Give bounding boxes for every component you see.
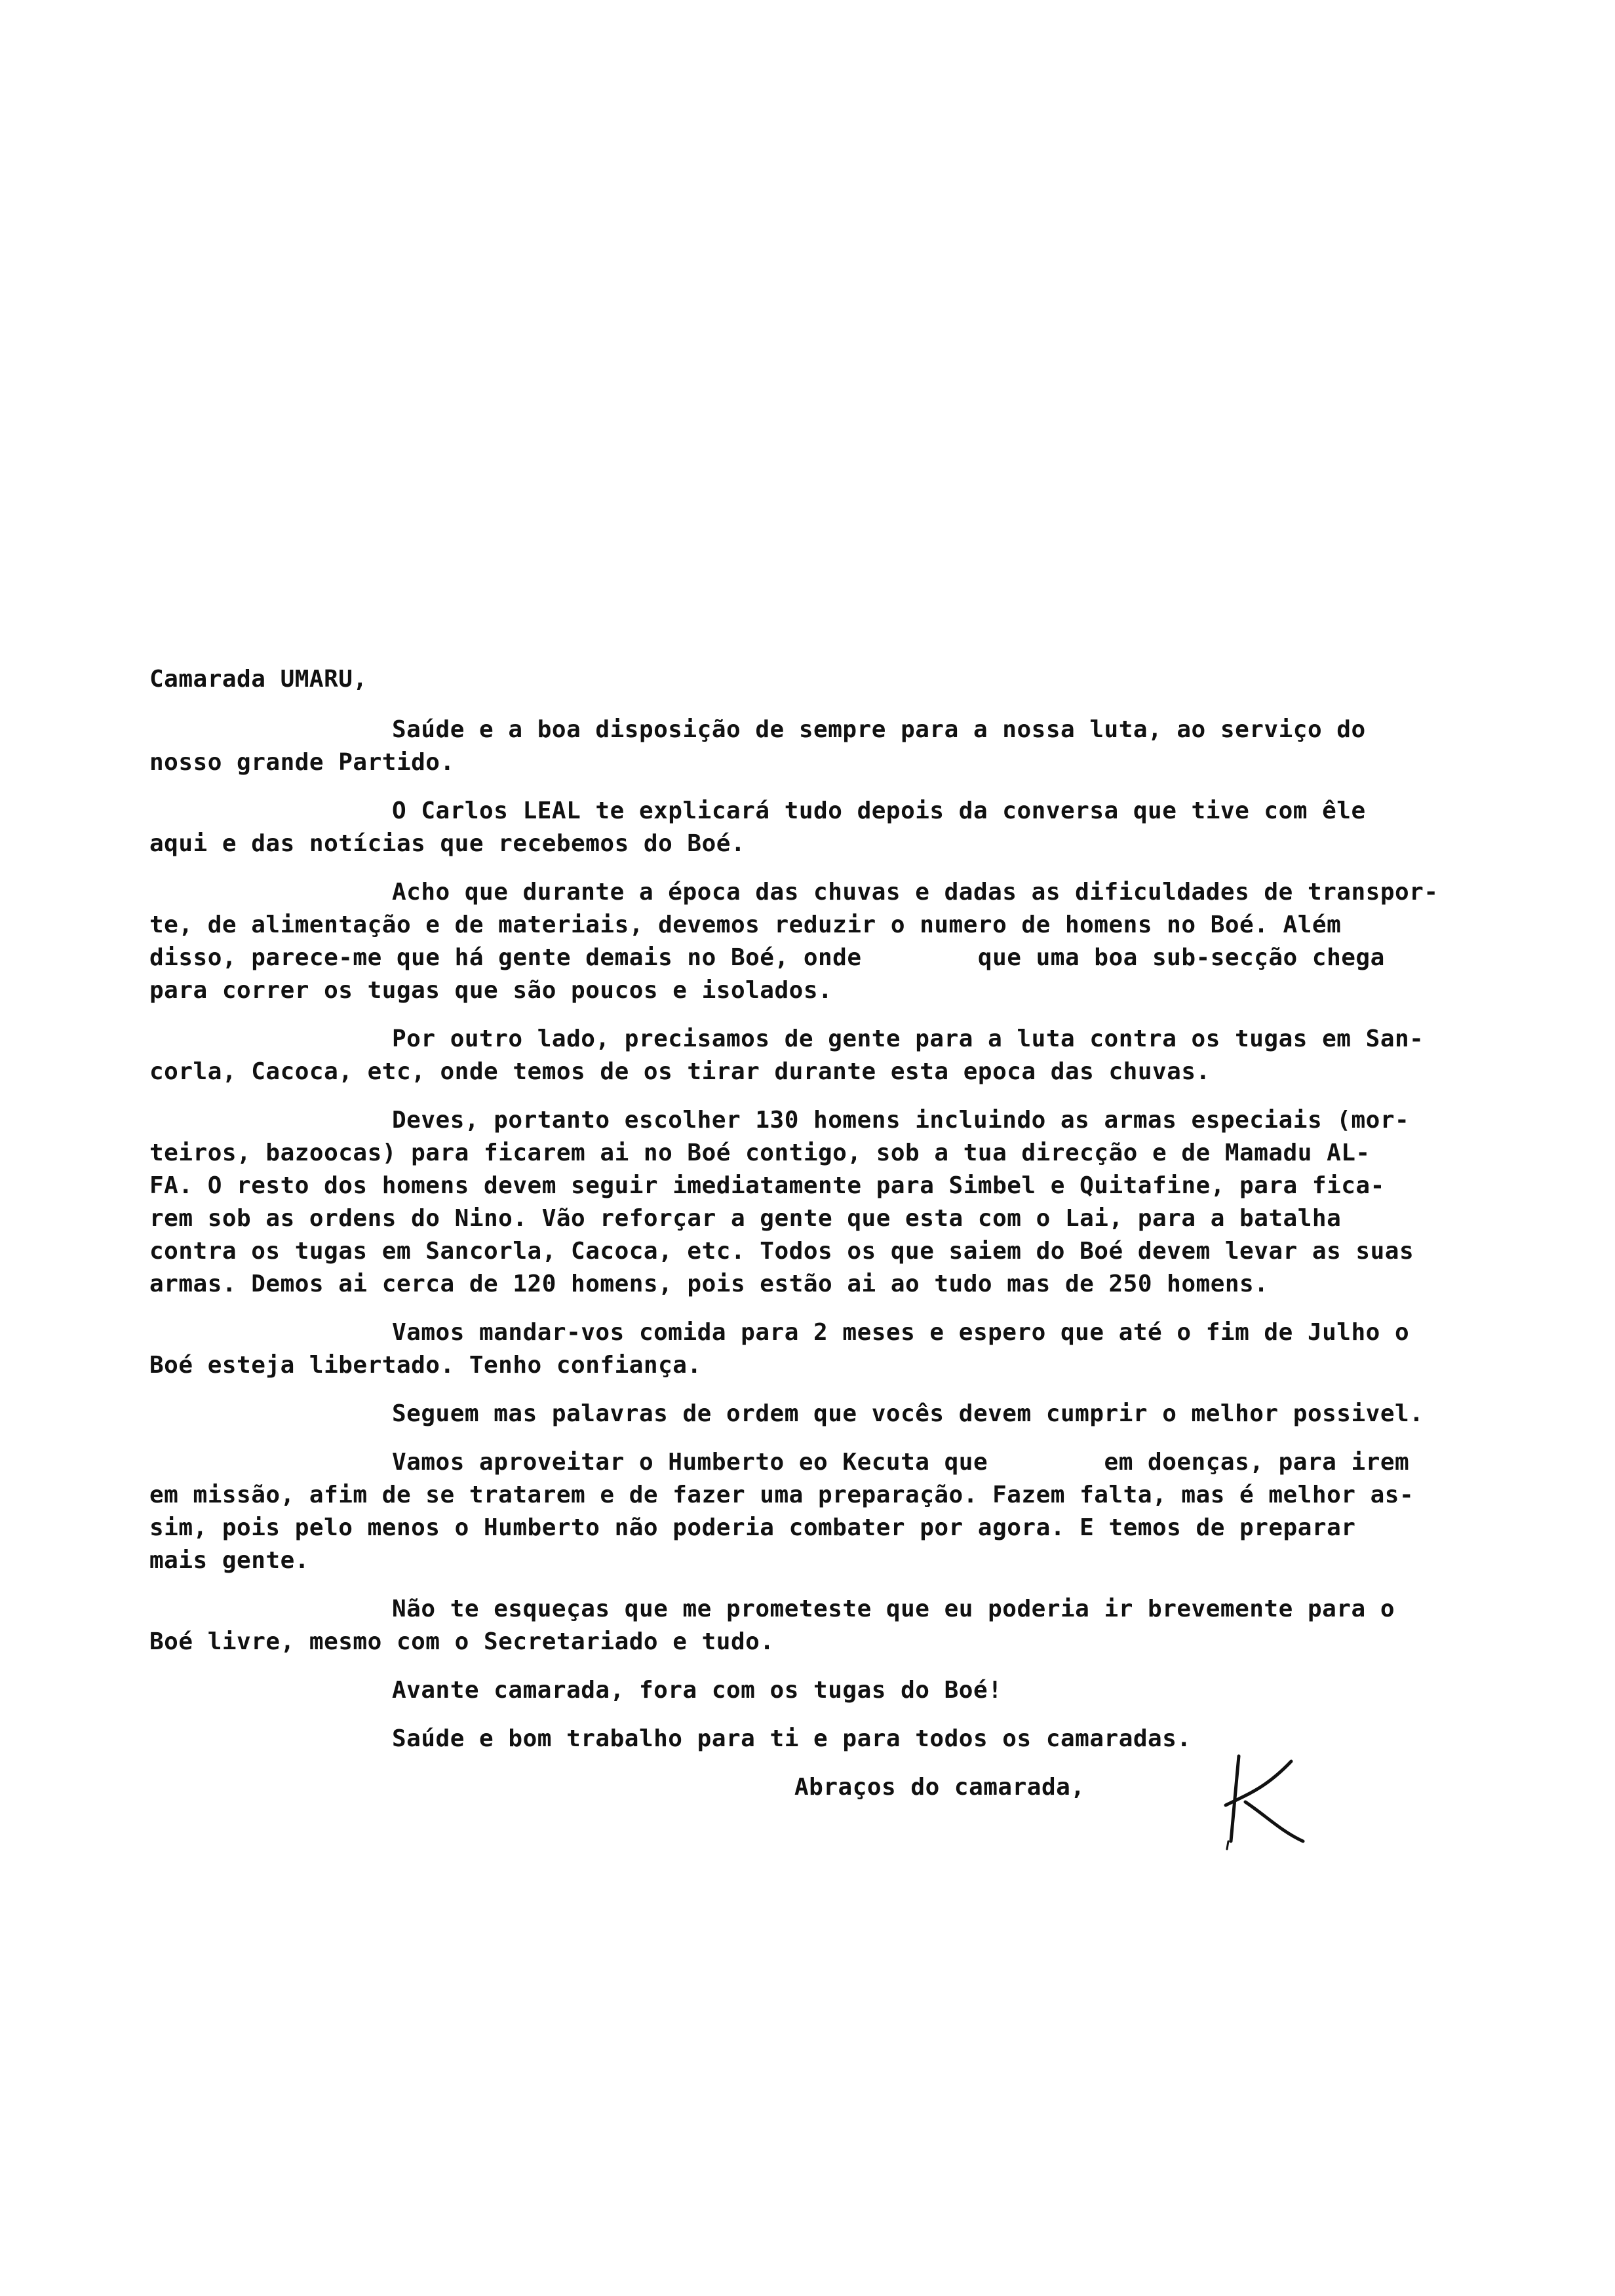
paragraph-3-line-2: te, de alimentação e de materiais, devemos reduzir o numero de homens no Boé. Além [149,911,1342,938]
paragraph-1-line-2: nosso grande Partido. [149,749,455,776]
paragraph-9-line-2: Boé livre, mesmo com o Secretariado e tudo. [149,1628,775,1655]
closing-line-2: Saúde e bom trabalho para ti e para todos os camaradas. [392,1725,1192,1752]
paragraph-3-line-1: Acho que durante a época das chuvas e dadas as dificuldades de transpor- [392,879,1439,906]
paragraph-2-line-1: O Carlos LEAL te explicará tudo depois da conversa que tive com êle [392,797,1366,824]
paragraph-7-line-1: Seguem mas palavras de ordem que vocês devem cumprir o melhor possivel. [392,1400,1424,1427]
paragraph-5-line-6: armas. Demos ai cerca de 120 homens, pois estão ai ao tudo mas de 250 homens. [149,1271,1269,1297]
paragraph-5-line-3: FA. O resto dos homens devem seguir imediatamente para Simbel e Quitafine, para fica- [149,1172,1385,1199]
paragraph-3-line-4: para correr os tugas que são poucos e isolados. [149,977,833,1004]
paragraph-3-line-3: disso, parece-me que há gente demais no Boé, onde que uma boa sub-secção chega [149,944,1385,971]
paragraph-4-line-2: corla, Cacoca, etc, onde temos de os tirar durante esta epoca das chuvas. [149,1058,1211,1085]
handwritten-signature [1219,1743,1317,1854]
paragraph-5-line-2: teiros, bazoocas) para ficarem ai no Boé contigo, sob a tua direcção e de Mamadu AL- [149,1139,1371,1166]
paragraph-8-line-1: Vamos aproveitar o Humberto eo Kecuta que em doenças, para irem [392,1449,1410,1476]
paragraph-5-line-4: rem sob as ordens do Nino. Vão reforçar a gente que esta com o Lai, para a batalha [149,1205,1342,1232]
paragraph-8-line-2: em missão, afim de se tratarem e de fazer uma preparação. Fazem falta, mas é melhor as- [149,1482,1414,1508]
paragraph-8-line-3: sim, pois pelo menos o Humberto não poderia combater por agora. E temos de preparar [149,1514,1356,1541]
paragraph-4-line-1: Por outro lado, precisamos de gente para a luta contra os tugas em San- [392,1025,1424,1052]
paragraph-2-line-2: aqui e das notícias que recebemos do Boé. [149,830,746,857]
paragraph-6-line-1: Vamos mandar-vos comida para 2 meses e espero que até o fim de Julho o [392,1319,1410,1346]
signoff: Abraços do camarada, [794,1774,1085,1801]
paragraph-5-line-5: contra os tugas em Sancorla, Cacoca, etc. Todos os que saiem do Boé devem levar as suas [149,1238,1414,1265]
closing-line-1: Avante camarada, fora com os tugas do Boé! [392,1677,1003,1704]
paragraph-6-line-2: Boé esteja libertado. Tenho confiança. [149,1352,702,1379]
salutation: Camarada UMARU, [149,666,368,693]
paragraph-5-line-1: Deves, portanto escolher 130 homens incluindo as armas especiais (mor- [392,1107,1410,1134]
paragraph-1-line-1: Saúde e a boa disposição de sempre para a nossa luta, ao serviço do [392,716,1366,743]
paragraph-8-line-4: mais gente. [149,1547,309,1574]
paragraph-9-line-1: Não te esqueças que me prometeste que eu poderia ir brevemente para o [392,1596,1395,1622]
